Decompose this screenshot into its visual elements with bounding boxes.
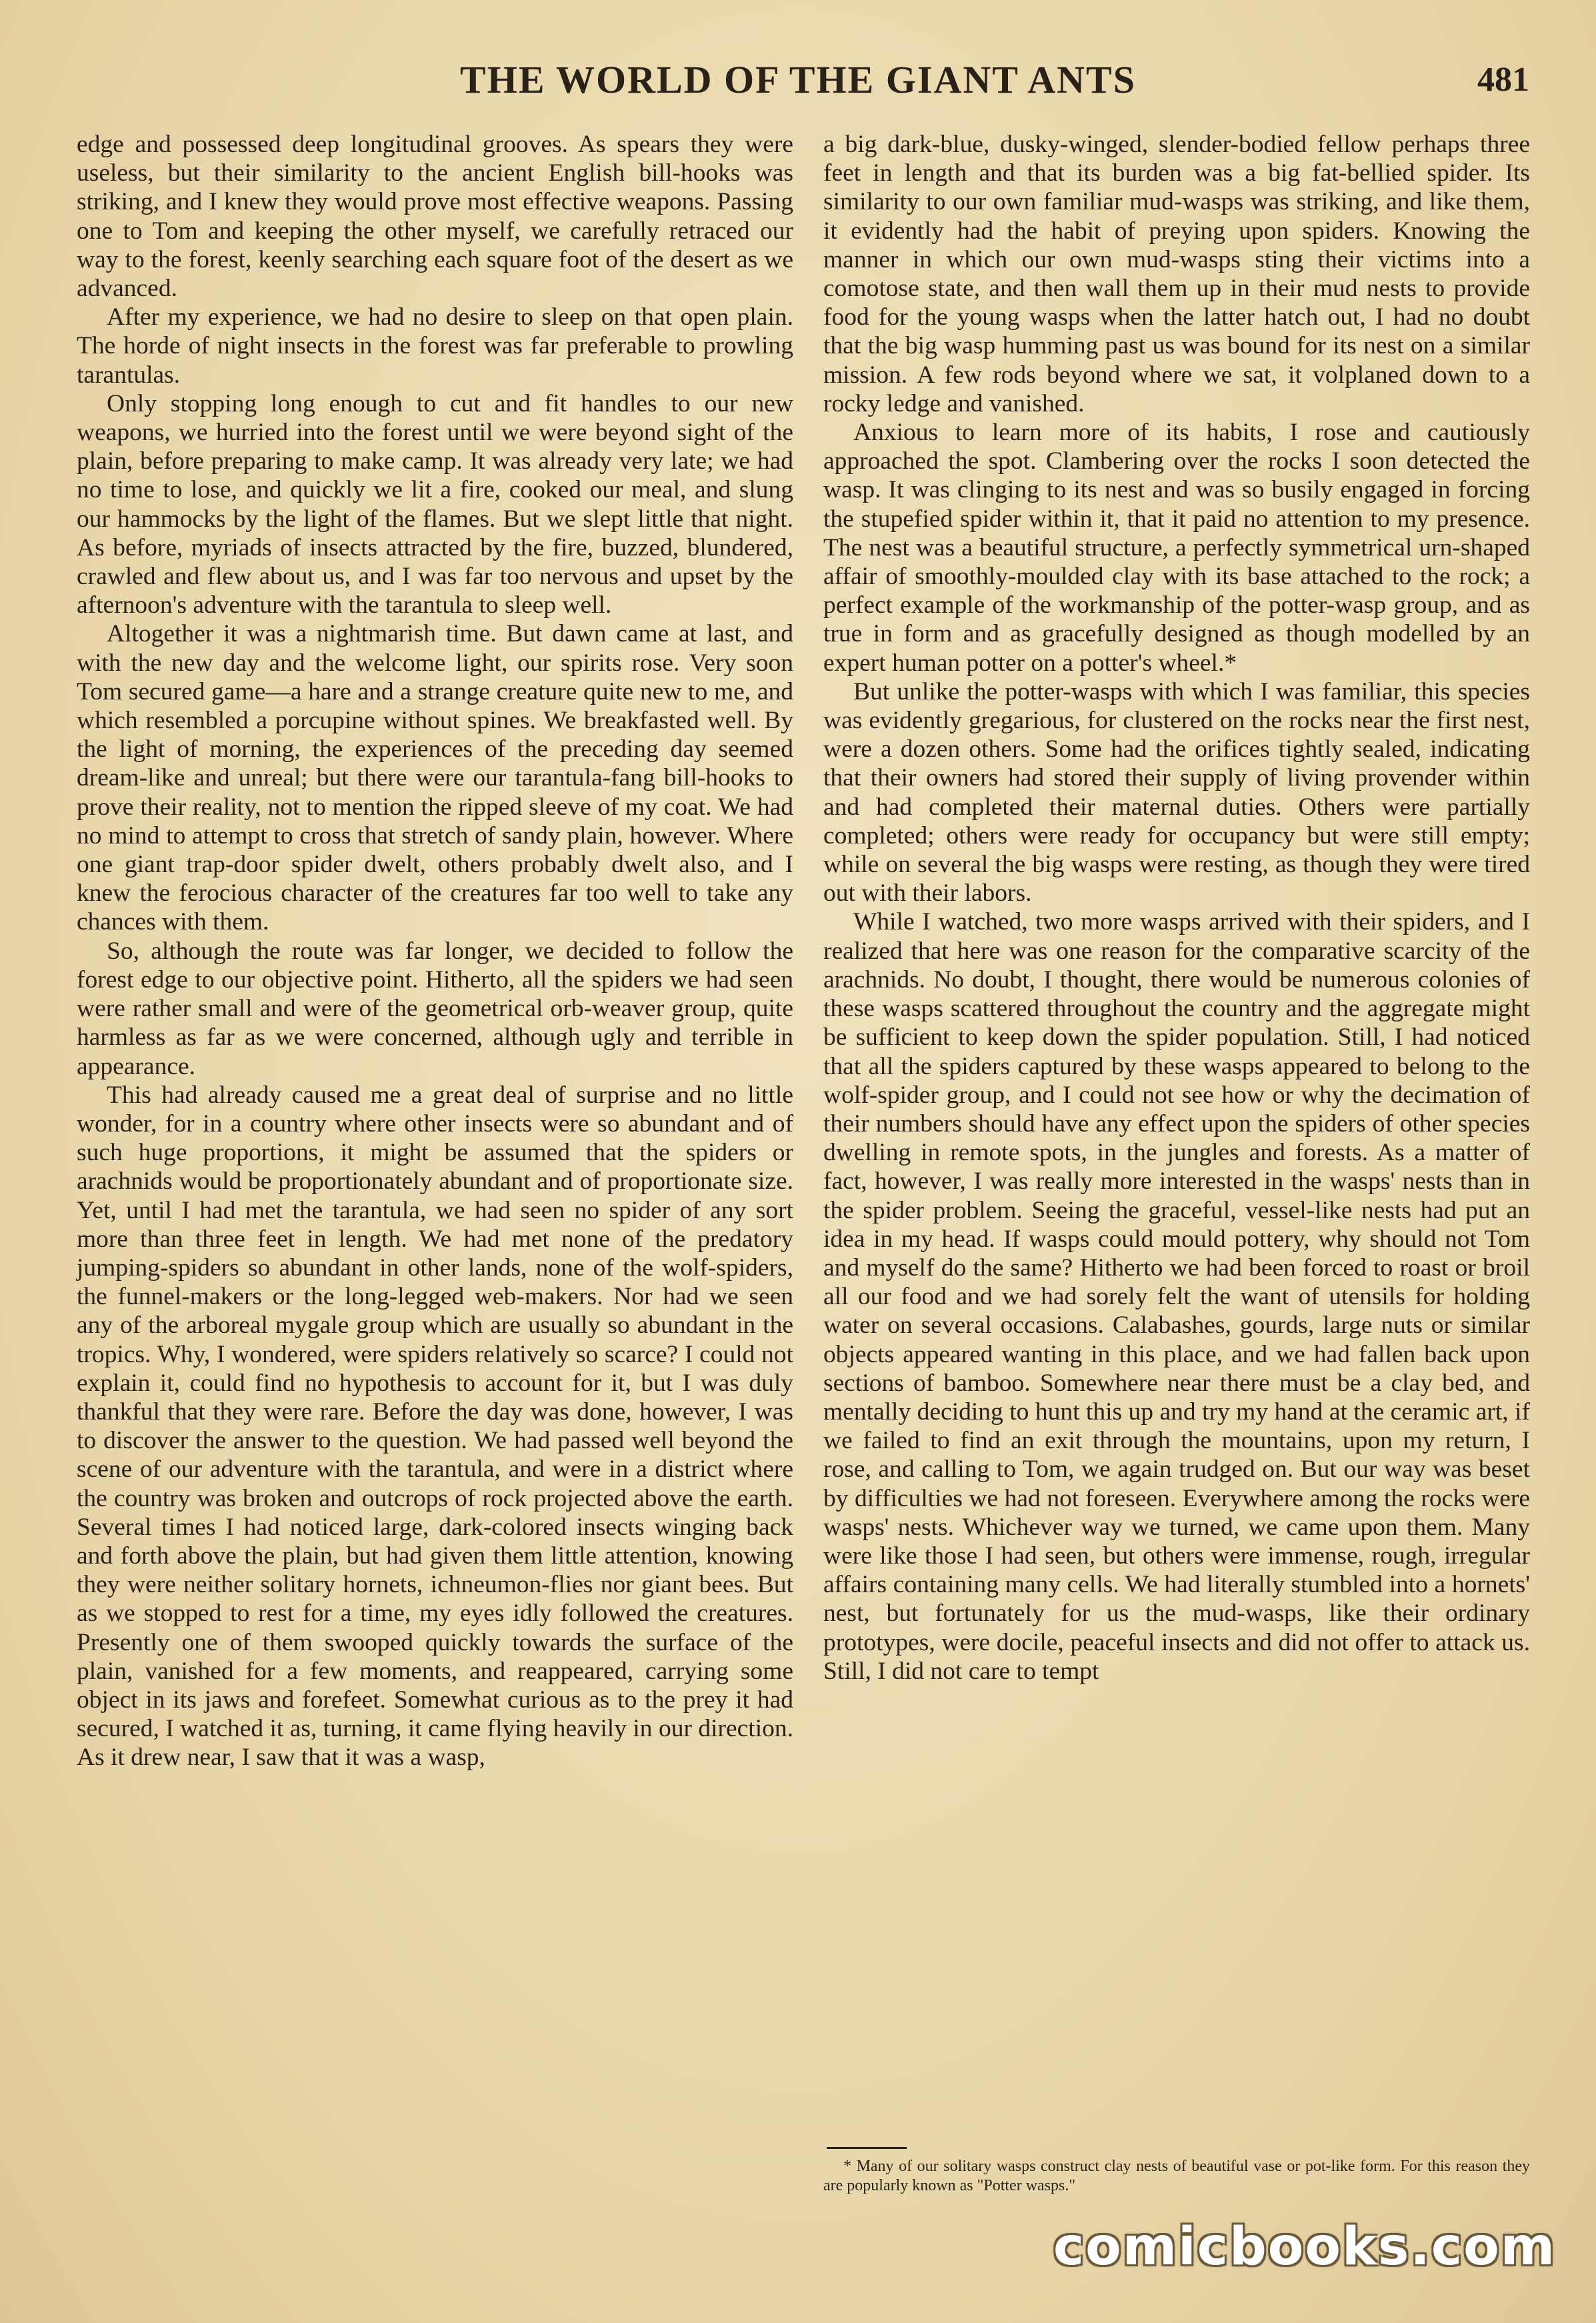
paragraph: Anxious to learn more of its habits, I rose and cautiously approached the spot. Clambering over the rocks I soon detected the wasp. It was clinging to its nest and was so busily engaged in forcing the stupefied spider within it, that it paid no attention to my presence. The nest was a beautiful structure, a perfectly symmetrical urn-shaped affair of smoothly-moulded clay with its base attached to the rock; a perfect example of the workmanship of the potter-wasp group, and as true in form and as gracefully designed as though modelled by an expert human potter on a potter's wheel.* xyxy=(823,419,1530,677)
paragraph: So, although the route was far longer, we decided to follow the forest edge to our objective point. Hitherto, all the spiders we had seen were rather small and were of the geometrical orb-weaver group, quite harmless as far as we were concerned, although ugly and terrible in appearance. xyxy=(77,937,793,1080)
watermark: comicbooks.com xyxy=(1053,2217,1556,2277)
footnote-text: * Many of our solitary wasps construct clay nests of beautiful vase or pot-like form. For this reason they are popularly known as "Potter wasps." xyxy=(823,2158,1530,2194)
paragraph: Only stopping long enough to cut and fit handles to our new weapons, we hurried into the forest until we were beyond sight of the plain, before preparing to make camp. It was already very late; we had no time to lose, and quickly we lit a fire, cooked our meal, and slung our hammocks by the light of the flames. But we slept little that night. As before, myriads of insects attracted by the fire, buzzed, blundered, crawled and flew about us, and I was far too nervous and upset by the afternoon's adventure with the tarantula to sleep well. xyxy=(77,389,793,619)
paragraph: After my experience, we had no desire to sleep on that open plain. The horde of night insects in the forest was far preferable to prowling tarantulas. xyxy=(77,303,793,389)
paragraph: a big dark-blue, dusky-winged, slender-bodied fellow perhaps three feet in length and that its burden was a big fat-bellied spider. Its similarity to our own familiar mud-wasps was striking, and like them, it evidently had the habit of preying upon spiders. Knowing the manner in which our own mud-wasps sting their victims into a comotose state, and then wall them up in their mud nests to provide food for the young wasps when the latter hatch out, I had no doubt that the big wasp humming past us was bound for its nest on a similar mission. A few rods beyond where we sat, it volplaned down to a rocky ledge and vanished. xyxy=(823,131,1530,417)
footnote xyxy=(823,2157,1530,2196)
footnote-divider xyxy=(827,2147,907,2149)
running-title: THE WORLD OF THE GIANT ANTS xyxy=(460,58,1136,101)
paragraph: Altogether it was a nightmarish time. But dawn came at last, and with the new day and the welcome light, our spirits rose. Very soon Tom secured game—a hare and a strange creature quite new to me, and which resembled a porcupine without spines. We breakfasted well. By the light of morning, the experiences of the preceding day seemed dream-like and unreal; but there were our tarantula-fang bill-hooks to prove their reality, not to mention the ripped sleeve of my coat. We had no mind to attempt to cross that stretch of sandy plain, however. Where one giant trap-door spider dwelt, others probably dwelt also, and I knew the ferocious character of the creatures far too well to take any chances with them. xyxy=(77,620,793,936)
paragraph: This had already caused me a great deal of surprise and no little wonder, for in a country where other insects were so abundant and of such huge proportions, it might be assumed that the spiders or arachnids would be proportionately abundant and of proportionate size. Yet, until I had met the tarantula, we had seen no spider of any sort more than three feet in length. We had met none of the predatory jumping-spiders so abundant in other lands, none of the wolf-spiders, the funnel-makers or the long-legged web-makers. Nor had we seen any of the arboreal mygale group which are usually so abundant in the tropics. Why, I wondered, were spiders relatively so scarce? I could not explain it, could find no hypothesis to account for it, but I was duly thankful that they were rare. Before the day was done, however, I was to discover the answer to the question. We had passed well beyond the scene of our adventure with the tarantula, and were in a district where the country was broken and outcrops of rock projected above the earth. Several times I had noticed large, dark-colored insects winging back and forth above the plain, but had given them little attention, knowing they were neither solitary hornets, ichneumon-flies nor giant bees. But as we stopped to rest for a time, my eyes idly followed the creatures. Presently one of them swooped quickly towards the surface of the plain, vanished for a few moments, and reappeared, carrying some object in its jaws and forefeet. Somewhat curious as to the prey it had secured, I watched it as, turning, it came flying heavily in our direction. As it drew near, I saw that it was a wasp, xyxy=(77,1081,793,1772)
page-header xyxy=(0,47,1596,113)
paragraph: But unlike the potter-wasps with which I was familiar, this species was evidently gregarious, for clustered on the rocks near the first nest, were a dozen others. Some had the orifices tightly sealed, indicating that their owners had stored their supply of living provender within and had completed their maternal duties. Others were partially completed; others were ready for occupancy but were still empty; while on several the big wasps were resting, as though they were tired out with their labors. xyxy=(823,677,1530,907)
page-number: 481 xyxy=(1477,61,1529,99)
right-column xyxy=(823,130,1530,1686)
paragraph: edge and possessed deep longitudinal grooves. As spears they were useless, but their similarity to the ancient English bill-hooks was striking, and I knew they would prove most effective weapons. Passing one to Tom and keeping the other myself, we carefully retraced our way to the forest, keenly searching each square foot of the desert as we advanced. xyxy=(77,131,793,303)
paragraph: While I watched, two more wasps arrived with their spiders, and I realized that here was one reason for the comparative scarcity of the arachnids. No doubt, I thought, there would be numerous colonies of these wasps scattered throughout the country and the aggregate might be sufficient to keep down the spider population. Still, I had noticed that all the spiders captured by these wasps appeared to belong to the wolf-spider group, and I could not see how or why the decimation of their numbers should have any effect upon the spiders of other species dwelling in remote spots, in the jungles and forests. As a matter of fact, however, I was really more interested in the wasps' nests than in the spider problem. Seeing the graceful, vessel-like nests had put an idea in my head. If wasps could mould pottery, why should not Tom and myself do the same? Hitherto we had been forced to roast or broil all our food and we had sorely felt the want of utensils for holding water on several occasions. Calabashes, gourds, large nuts or similar objects appeared wanting in this place, and we had fallen back upon sections of bamboo. Somewhere near there must be a clay bed, and mentally deciding to hunt this up and try my hand at the ceramic art, if we failed to find an exit through the mountains, upon my return, I rose, and calling to Tom, we again trudged on. But our way was beset by difficulties we had not foreseen. Everywhere among the rocks were wasps' nests. Whichever way we turned, we came upon them. Many were like those I had seen, but others were immense, rough, irregular affairs containing many cells. We had literally stumbled into a hornets' nest, but fortunately for us the mud-wasps, like their ordinary prototypes, were docile, peaceful insects and did not offer to attack us. Still, I did not care to tempt xyxy=(823,908,1530,1685)
left-column xyxy=(77,130,793,1772)
